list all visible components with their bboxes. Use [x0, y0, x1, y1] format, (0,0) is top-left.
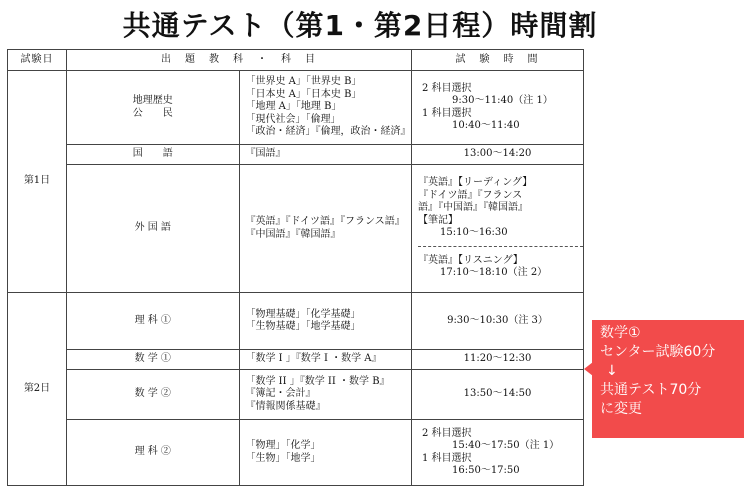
time-label: 『英語』【リーディング】	[418, 177, 533, 189]
header-row	[8, 50, 584, 71]
subject-cell	[67, 71, 240, 145]
book-line: 「物理」「化学」	[245, 440, 321, 451]
time-label: 1 科目選択	[422, 452, 472, 464]
callout-line: 共通テスト70分	[600, 382, 702, 398]
subject-label: 理 科 ①	[134, 314, 171, 326]
callout-line: センター試験60分	[600, 344, 716, 360]
header-time: 試 験 時 間	[412, 50, 584, 71]
book-line: 「地理 A」「地理 B」	[245, 101, 342, 113]
table-row	[8, 293, 584, 350]
book-line: 『情報関係基礎』	[245, 400, 326, 412]
subject-cell	[67, 145, 240, 165]
time-cell	[412, 370, 584, 420]
table-row	[8, 145, 584, 165]
subject-label: 地理歴史	[132, 95, 173, 106]
time-label: 2 科目選択	[422, 82, 472, 94]
books-cell	[239, 350, 412, 370]
page-title: 共通テスト（第1・第2日程）時間割	[122, 9, 598, 42]
time-value: 9:30～11:40（注 1）	[452, 95, 553, 106]
callout-line: に変更	[600, 401, 642, 417]
math-change-callout	[592, 320, 744, 438]
day2-label: 第2日	[8, 293, 67, 486]
time-label: 『英語』【リスニング】	[418, 254, 523, 266]
time-cell	[412, 350, 584, 370]
time-value: 15:10～16:30	[440, 227, 508, 239]
subject-cell	[67, 370, 240, 420]
listening-block	[418, 247, 583, 282]
books-cell	[239, 370, 412, 420]
time-label: 2 科目選択	[422, 427, 472, 439]
timetable	[7, 49, 584, 486]
day1-label: 第1日	[8, 71, 67, 293]
time-label: 1 科目選択	[422, 107, 472, 119]
books-cell	[239, 420, 412, 486]
book-line: 「生物基礎」「地学基礎」	[245, 321, 361, 332]
book-line: 「数学 II 」『数学 II ・数学 B』	[245, 375, 390, 387]
subject-cell	[67, 420, 240, 486]
book-line: 「生物」「地学」	[245, 452, 321, 464]
callout-line: 数学①	[600, 325, 641, 341]
time-label: 語』『中国語』『韓国語』	[418, 202, 528, 214]
subject-label: 数 学 ②	[134, 388, 171, 400]
books-cell	[239, 71, 412, 145]
time-cell	[412, 420, 584, 486]
time-value: 10:40～11:40	[452, 120, 520, 131]
header-day: 試験日	[8, 50, 67, 71]
time-cell	[412, 293, 584, 350]
time-cell	[412, 145, 584, 165]
time-value: 13:00～14:20	[463, 148, 532, 160]
callout-line: ↓	[606, 363, 618, 379]
subject-label: 国 語	[132, 148, 173, 160]
book-line: 「世界史 A」「世界史 B」	[245, 76, 362, 88]
time-label: 『ドイツ語』『フランス	[418, 189, 523, 201]
subject-label: 公 民	[132, 107, 173, 119]
subject-cell	[67, 165, 240, 293]
book-line: 『中国語』『韓国語』	[245, 228, 341, 240]
time-cell	[412, 165, 584, 293]
time-value: 13:50～14:50	[463, 388, 532, 400]
time-value: 9:30～10:30（注 3）	[447, 314, 548, 326]
table-row	[8, 370, 584, 420]
subject-cell	[67, 293, 240, 350]
table-row	[8, 71, 584, 145]
book-line: 「数学 I 」『数学 I ・数学 A』	[245, 353, 382, 365]
books-cell	[239, 145, 412, 165]
time-value: 17:10～18:10（注 2）	[440, 267, 548, 279]
subject-label: 外 国 語	[134, 222, 171, 234]
table-row	[8, 165, 584, 293]
subject-cell	[67, 350, 240, 370]
subject-label: 理 科 ②	[134, 446, 171, 458]
books-cell	[239, 165, 412, 293]
book-line: 「物理基礎」「化学基礎」	[245, 308, 361, 320]
book-line: 『英語』『ドイツ語』『フランス語』	[245, 216, 405, 227]
written-block	[418, 175, 583, 247]
book-line: 『国語』	[245, 148, 286, 160]
time-value: 15:40～17:50（注 1）	[452, 440, 560, 451]
book-line: 「日本史 A」「日本史 B」	[245, 88, 362, 100]
header-subjects: 出 題 教 科 ・ 科 目	[67, 50, 412, 71]
book-line: 『簿記・会計』	[245, 388, 316, 400]
time-value: 11:20～12:30	[463, 353, 532, 365]
time-cell	[412, 71, 584, 145]
book-line: 「政治・経済」『倫理，政治・経済』	[245, 126, 411, 138]
table-row	[8, 350, 584, 370]
table-row	[8, 420, 584, 486]
subject-label: 数 学 ①	[134, 353, 171, 365]
books-cell	[239, 293, 412, 350]
book-line: 「現代社会」「倫理」	[245, 113, 341, 125]
time-label: 【筆記】	[418, 214, 458, 226]
time-value: 16:50～17:50	[452, 465, 520, 476]
